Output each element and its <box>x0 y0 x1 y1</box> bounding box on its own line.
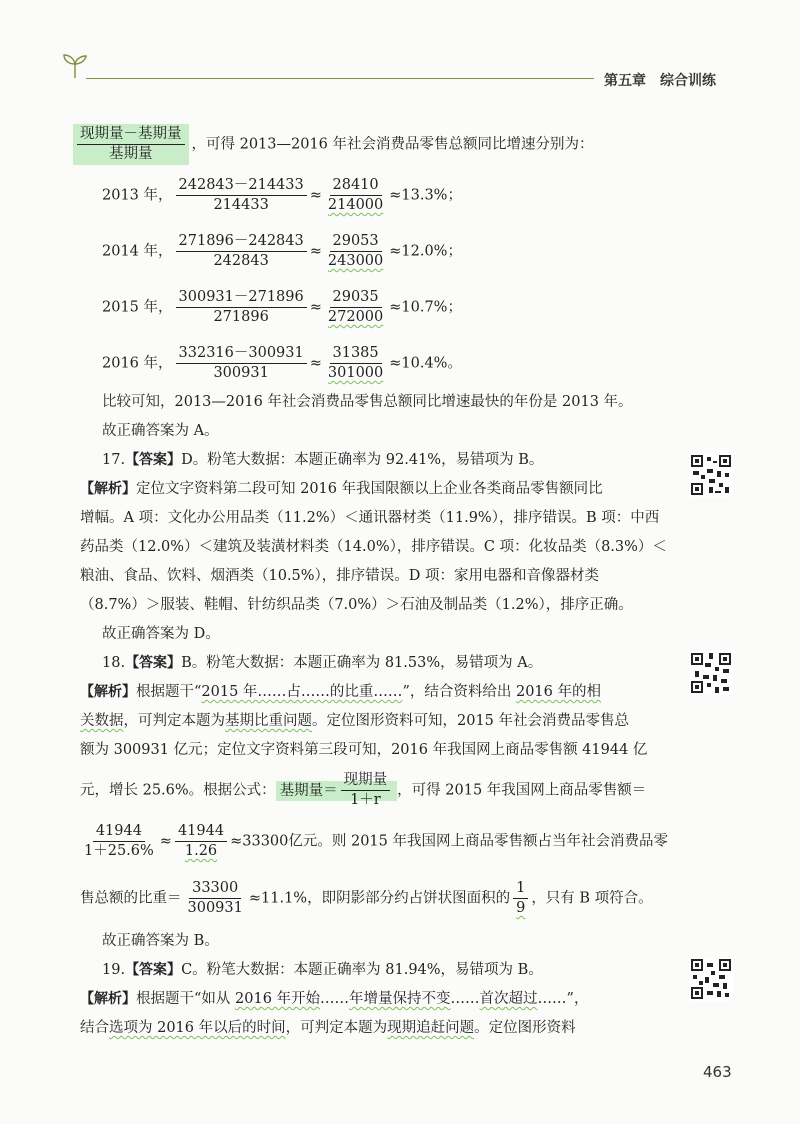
q17-analysis-4: 粮油、食品、饮料、烟酒类（10.5%），排序错误。D 项：家用电器和音像器材类 <box>80 568 600 584</box>
year-row-2014: 2014 年， $\frac{271896-242843}{242843}$ ≈ $\frac{29053}{243000}$ ≈12.0%； <box>102 233 462 269</box>
q19-analysis-1: 【解析】根据题干“如从 2016 年开始……年增量保持不变……首次超过……”， <box>80 991 589 1007</box>
chapter-title: 综合训练 <box>660 73 716 89</box>
qr-code-q18[interactable] <box>689 651 733 695</box>
q19-answer-line: 19.【答案】C。粉笔大数据：本题正确率为 81.94%，易错项为 B。 <box>102 962 543 978</box>
chapter-heading <box>604 70 716 90</box>
comparison-text: 比较可知，2013—2016 年社会消费品零售总额同比增速最快的年份是 2013 年。 <box>102 394 633 410</box>
answer-17: 故正确答案为 D。 <box>102 626 220 642</box>
q17-answer-line: 17.【答案】D。粉笔大数据：本题正确率为 92.41%，易错项为 B。 <box>102 452 544 468</box>
qr-code-q17[interactable] <box>689 453 733 497</box>
q17-analysis-5: （8.7%）＞服装、鞋帽、针纺织品类（7.0%）＞石油及制品类（1.2%），排序正确。 <box>80 597 633 613</box>
year-row-2015: 2015 年， $\frac{300931-271896}{271896}$ ≈ $\frac{29035}{272000}$ ≈10.7%； <box>102 289 462 325</box>
q18-ratio: 售总额的比重＝ $\frac{33300}{300931}$ ≈11.1%，即阴影部分约占饼状图面积的 $\frac{1}{9}$ ，只有 B 项符合。 <box>80 880 653 916</box>
q18-analysis-3: 额为 300931 亿元；定位文字资料第三段可知，2016 年我国网上商品零售额 41944 亿 <box>80 742 648 758</box>
page-number: 463 <box>703 1063 732 1081</box>
base-formula: 基期量＝ $\frac{\text{现期量}}{1+r}$ <box>276 781 398 801</box>
chapter-number: 第五章 <box>604 73 646 89</box>
q19-analysis-2: 结合选项为 2016 年以后的时间，可判定本题为现期追赶问题。定位图形资料 <box>80 1020 576 1036</box>
leaf-icon <box>60 52 90 80</box>
answer-16: 故正确答案为 A。 <box>102 423 219 439</box>
q18-analysis-2: 关数据，可判定本题为基期比重问题。定位图形资料可知，2015 年社会消费品零售总 <box>80 713 630 729</box>
q17-analysis-1: 【解析】定位文字资料第二段可知 2016 年我国限额以上企业各类商品零售额同比 <box>80 481 603 497</box>
q17-analysis-2: 增幅。A 项：文化办公用品类（11.2%）＜通讯器材类（11.9%），排序错误。B 项：中西 <box>80 510 660 526</box>
formula-intro: $\frac{\text{现期量－基期量}}{\text{基期量}}$ ，可得 2013—2016 年社会消费品零售总额同比增速分别为： <box>70 124 594 165</box>
year-row-2016: 2016 年， $\frac{332316-300931}{300931}$ ≈ $\frac{31385}{301000}$ ≈10.4%。 <box>102 345 462 381</box>
q18-answer-line: 18.【答案】B。粉笔大数据：本题正确率为 81.53%，易错项为 A。 <box>102 655 543 671</box>
q18-analysis-1: 【解析】根据题干“2015 年……占……的比重……”，结合资料给出 2016 年的相 <box>80 684 601 700</box>
q17-analysis-3: 药品类（12.0%）＜建筑及装潢材料类（14.0%），排序错误。C 项：化妆品类（8.3%）＜ <box>80 539 667 555</box>
q18-calc: $\frac{41944}{1+25.6\%}$ ≈ $\frac{41944}{1.26}$ ≈33300亿元。则 2015 年我国网上商品零售额占当年社会消费品零 <box>84 823 668 859</box>
answer-18: 故正确答案为 B。 <box>102 933 219 949</box>
qr-code-q19[interactable] <box>689 957 733 1001</box>
growth-rate-formula: $\frac{\text{现期量－基期量}}{\text{基期量}}$ <box>73 124 189 165</box>
q18-analysis-4: 元，增长 25.6%。根据公式： 基期量＝ $\frac{\text{现期量}}{1+r}$ ，可得 2015 年我国网上商品零售额＝ <box>80 772 647 808</box>
header-rule <box>86 78 594 79</box>
year-row-2013: 2013 年， $\frac{242843-214433}{214433}$ ≈ $\frac{28410}{214000}$ ≈13.3%； <box>102 177 462 213</box>
